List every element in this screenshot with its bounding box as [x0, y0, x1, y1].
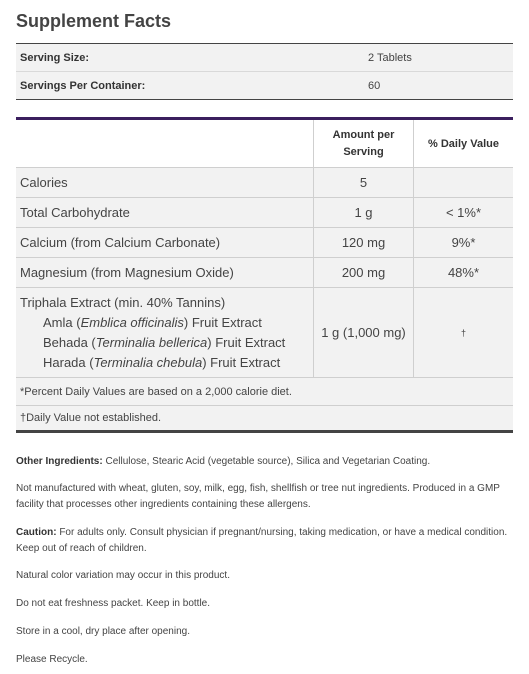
- nutrient-amount: 120 mg: [313, 228, 413, 257]
- serving-size-value: 2 Tablets: [368, 51, 412, 64]
- nutrient-dv: [413, 168, 513, 197]
- nutrient-name: Calories: [20, 175, 68, 190]
- header-amount-line2: Serving: [343, 146, 384, 158]
- blend-dv: †: [413, 288, 513, 377]
- caution-text: For adults only. Consult physician if pregnant/nursing, taking medication, or have a medical condition. Keep out of reach of children.: [16, 527, 508, 554]
- sub-latin: Terminalia bellerica: [95, 335, 208, 350]
- servings-per-container-label: Servings Per Container:: [20, 79, 146, 92]
- footnote-percent-dv: *Percent Daily Values are based on a 2,000 calorie diet.: [16, 378, 513, 406]
- caution-note: [16, 525, 513, 557]
- allergen-note: Not manufactured with wheat, gluten, soy, milk, egg, fish, shellfish or tree nut ingredients. Produced in a GMP facility that processes other ingredients containing these allergens.: [16, 483, 500, 510]
- sub-latin: Emblica officinalis: [80, 315, 184, 330]
- nutrient-dv: 48%*: [413, 258, 513, 287]
- sub-prefix: Harada (: [43, 355, 94, 370]
- sub-latin: Terminalia chebula: [93, 355, 203, 370]
- nutrient-amount: 1 g: [313, 198, 413, 227]
- sub-prefix: Behada (: [43, 335, 96, 350]
- color-variation-note: Natural color variation may occur in this product.: [16, 570, 230, 581]
- sub-suffix: ) Fruit Extract: [202, 355, 281, 370]
- serving-info-table: [16, 43, 513, 100]
- nutrient-name: Total Carbohydrate: [20, 205, 130, 220]
- caution-label: Caution:: [16, 527, 57, 538]
- nutrient-name: Magnesium (from Magnesium Oxide): [20, 265, 234, 280]
- serving-size-label: Serving Size:: [20, 51, 90, 64]
- freshness-packet-note: Do not eat freshness packet. Keep in bottle.: [16, 598, 211, 609]
- other-ingredients-text: Cellulose, Stearic Acid (vegetable source), Silica and Vegetarian Coating.: [102, 456, 431, 467]
- footnote-dv-not-established: †Daily Value not established.: [16, 406, 513, 433]
- nutrient-amount: 200 mg: [313, 258, 413, 287]
- blend-sub-amla: [20, 313, 313, 333]
- header-daily-value: % Daily Value: [413, 120, 513, 167]
- blend-amount: 1 g (1,000 mg): [313, 288, 413, 377]
- header-amount-per-serving: [313, 120, 413, 167]
- facts-row-magnesium: [16, 258, 513, 288]
- nutrient-dv: < 1%*: [413, 198, 513, 227]
- nutrient-name: Calcium (from Calcium Carbonate): [20, 235, 221, 250]
- recycle-note: Please Recycle.: [16, 654, 88, 665]
- servings-per-container-value: 60: [368, 79, 381, 92]
- sub-suffix: ) Fruit Extract: [207, 335, 286, 350]
- blend-names: [16, 288, 313, 377]
- blend-sub-behada: [20, 333, 313, 353]
- serving-size-row: [16, 44, 513, 72]
- servings-per-container-row: [16, 72, 513, 100]
- facts-row-calcium: [16, 228, 513, 258]
- nutrient-dv: 9%*: [413, 228, 513, 257]
- nutrition-facts-table: [16, 117, 513, 433]
- facts-row-triphala-blend: [16, 288, 513, 378]
- other-ingredients-label: Other Ingredients:: [16, 456, 103, 467]
- blend-name: Triphala Extract (min. 40% Tannins): [20, 295, 226, 310]
- blend-sub-harada: [20, 353, 313, 373]
- facts-row-calories: [16, 168, 513, 198]
- facts-row-carbohydrate: [16, 198, 513, 228]
- supplement-facts-title: Supplement Facts: [16, 11, 172, 31]
- header-blank: [16, 120, 313, 167]
- header-amount-line1: Amount per: [332, 129, 395, 141]
- storage-note: Store in a cool, dry place after opening.: [16, 626, 190, 637]
- facts-header-row: [16, 120, 513, 168]
- other-ingredients: [16, 454, 513, 470]
- sub-prefix: Amla (: [43, 315, 81, 330]
- sub-suffix: ) Fruit Extract: [183, 315, 262, 330]
- nutrient-amount: 5: [313, 168, 413, 197]
